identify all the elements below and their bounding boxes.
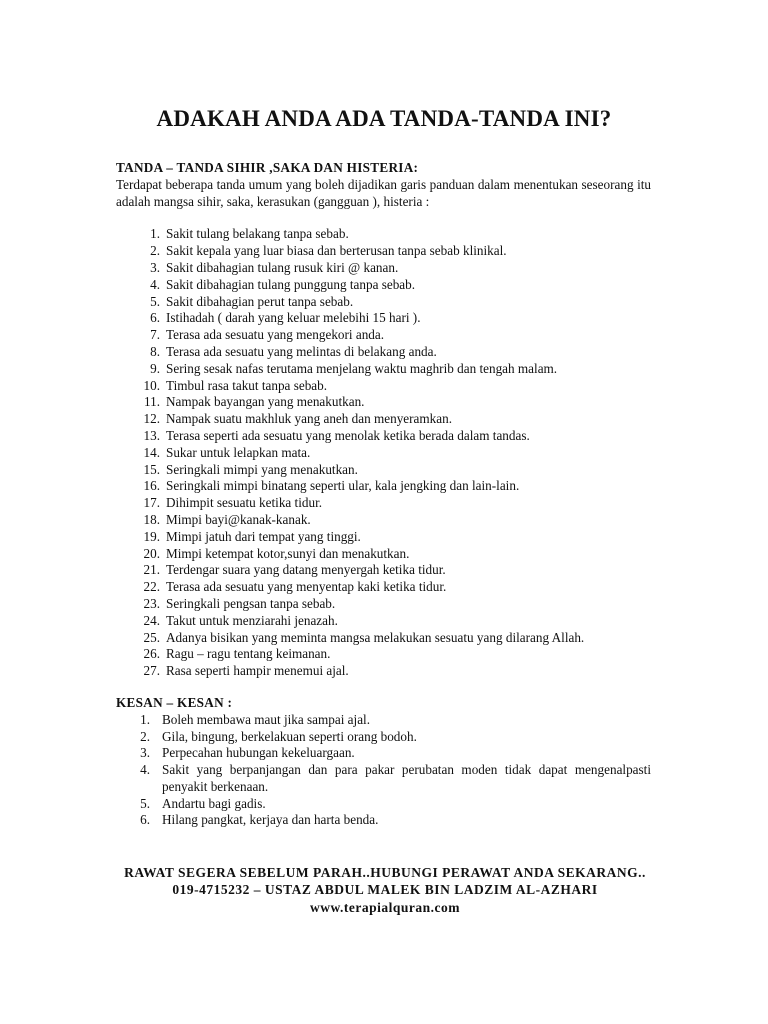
list-item [116,745,651,762]
list-item-number: 16. [143,478,160,494]
list-item [116,394,651,411]
list-item-text: Timbul rasa takut tanpa sebab. [166,377,328,393]
list-item [116,411,651,428]
list-item-text: Adanya bisikan yang meminta mangsa melakukan sesuatu yang dilarang Allah. [166,629,585,645]
list-item-number: 24. [143,612,160,628]
list-item [116,344,651,361]
list-item-number: 7. [150,327,160,343]
list-item-text: Hilang pangkat, kerjaya dan harta benda. [162,812,379,828]
list-item [116,762,651,796]
list-item-text: Perpecahan hubungan kekeluargaan. [162,745,355,761]
list-item [116,327,651,344]
document-title: ADAKAH ANDA ADA TANDA-TANDA INI? [156,106,612,131]
list-item [116,796,651,813]
list-item-number: 14. [143,444,160,460]
list-item-text: Takut untuk menziarahi jenazah. [166,612,338,628]
list-item-text: Sakit tulang belakang tanpa sebab. [166,226,349,242]
list-item-text: Gila, bingung, berkelakuan seperti orang bodoh. [162,728,417,744]
list-item [116,378,651,395]
list-item [116,729,651,746]
list-item [116,277,651,294]
list-item-number: 4. [140,762,150,778]
list-item-number: 23. [143,595,160,611]
list-item-number: 17. [143,495,160,511]
list-item-number: 8. [150,343,160,359]
list-item-number: 2. [140,728,150,744]
list-item [116,445,651,462]
list-item [116,663,651,680]
list-item [116,812,651,829]
list-item [116,310,651,327]
list-item-text: Terasa seperti ada sesuatu yang menolak ketika berada dalam tandas. [166,427,530,443]
list-item-number: 25. [143,629,160,645]
list-item [116,646,651,663]
list-item-number: 9. [150,360,160,376]
list-item [116,712,651,729]
intro-paragraph: Terdapat beberapa tanda umum yang boleh dijadikan garis panduan dalam menentukan seseorang itu adalah mangsa sihir, saka, kerasukan (gangguan ), histeria : [116,176,651,209]
list-item [116,243,651,260]
list-item-number: 3. [150,259,160,275]
list-item-text: Nampak bayangan yang menakutkan. [166,394,365,410]
list-item [116,260,651,277]
list-item-text: Mimpi jatuh dari tempat yang tinggi. [166,528,361,544]
list-item-number: 21. [143,562,160,578]
list-item [116,226,651,243]
list-item-text: Sakit kepala yang luar biasa dan berterusan tanpa sebab klinikal. [166,243,507,259]
list-item-number: 19. [143,528,160,544]
list-item-text: Mimpi bayi@kanak-kanak. [166,511,311,527]
list-item-number: 20. [143,545,160,561]
list-item-text: Terasa ada sesuatu yang menyentap kaki ketika tidur. [166,579,447,595]
list-item-text: Sakit dibahagian tulang punggung tanpa sebab. [166,276,416,292]
list-item-text: Terasa ada sesuatu yang melintas di belakang anda. [166,343,437,359]
footer-phone-contact: 019-4715232 – USTAZ ABDUL MALEK BIN LADZIM AL-AZHARI [172,882,598,898]
list-item-text: Nampak suatu makhluk yang aneh dan menyeramkan. [166,411,453,427]
contact-footer [120,864,650,916]
list-item-number: 6. [140,812,150,828]
list-item-text: Sakit yang berpanjangan dan para pakar perubatan moden tidak dapat mengenalpasti penyakit berkenaan. [162,762,651,794]
list-item-text: Sakit dibahagian tulang rusuk kiri @ kanan. [166,259,399,275]
list-item [116,478,651,495]
list-item-number: 2. [150,243,160,259]
list-item-text: Sukar untuk lelapkan mata. [166,444,311,460]
document-body [116,160,651,829]
list-item-number: 26. [143,646,160,662]
list-item [116,462,651,479]
list-item-number: 4. [150,276,160,292]
list-item-number: 18. [143,511,160,527]
list-item-number: 10. [143,377,160,393]
list-item-text: Mimpi ketempat kotor,sunyi dan menakutkan. [166,545,410,561]
list-item-number: 5. [140,795,150,811]
list-item-text: Seringkali mimpi yang menakutkan. [166,461,358,477]
list-item-text: Terasa ada sesuatu yang mengekori anda. [166,327,385,343]
list-item-text: Sering sesak nafas terutama menjelang waktu maghrib dan tengah malam. [166,360,558,376]
list-item-text: Ragu – ragu tentang keimanan. [166,646,331,662]
list-item-text: Andartu bagi gadis. [162,795,266,811]
list-item-number: 1. [150,226,160,242]
section-heading-effects: KESAN – KESAN : [116,694,233,710]
list-item-text: Seringkali pengsan tanpa sebab. [166,595,336,611]
list-item [116,613,651,630]
list-item [116,596,651,613]
list-item-number: 12. [143,411,160,427]
list-item [116,529,651,546]
list-item [116,579,651,596]
list-item-text: Dihimpit sesuatu ketika tidur. [166,495,323,511]
signs-list [116,226,651,680]
list-item-number: 15. [143,461,160,477]
section-heading-signs: TANDA – TANDA SIHIR ,SAKA DAN HISTERIA: [116,160,419,175]
list-item-number: 22. [143,579,160,595]
list-item [116,562,651,579]
list-item-text: Terdengar suara yang datang menyergah ketika tidur. [166,562,446,578]
list-item-number: 6. [150,310,160,326]
list-item-number: 5. [150,293,160,309]
list-item [116,294,651,311]
list-item-number: 11. [144,394,160,410]
list-item-number: 27. [143,663,160,679]
list-item-number: 13. [143,427,160,443]
list-item [116,630,651,647]
list-item-text: Boleh membawa maut jika sampai ajal. [162,711,371,727]
list-item [116,428,651,445]
list-item [116,512,651,529]
list-item-text: Seringkali mimpi binatang seperti ular, kala jengking dan lain-lain. [166,478,520,494]
list-item-number: 3. [140,745,150,761]
list-item-text: Sakit dibahagian perut tanpa sebab. [166,293,354,309]
list-item-text: Rasa seperti hampir menemui ajal. [166,663,349,679]
effects-list [116,712,651,830]
list-item [116,495,651,512]
list-item [116,546,651,563]
list-item-text: Istihadah ( darah yang keluar melebihi 15 hari ). [166,310,421,326]
footer-call-to-action: RAWAT SEGERA SEBELUM PARAH..HUBUNGI PERAWAT ANDA SEKARANG.. [124,865,646,880]
list-item-number: 1. [140,711,150,727]
list-item [116,361,651,378]
footer-website: www.terapialquran.com [310,899,460,915]
